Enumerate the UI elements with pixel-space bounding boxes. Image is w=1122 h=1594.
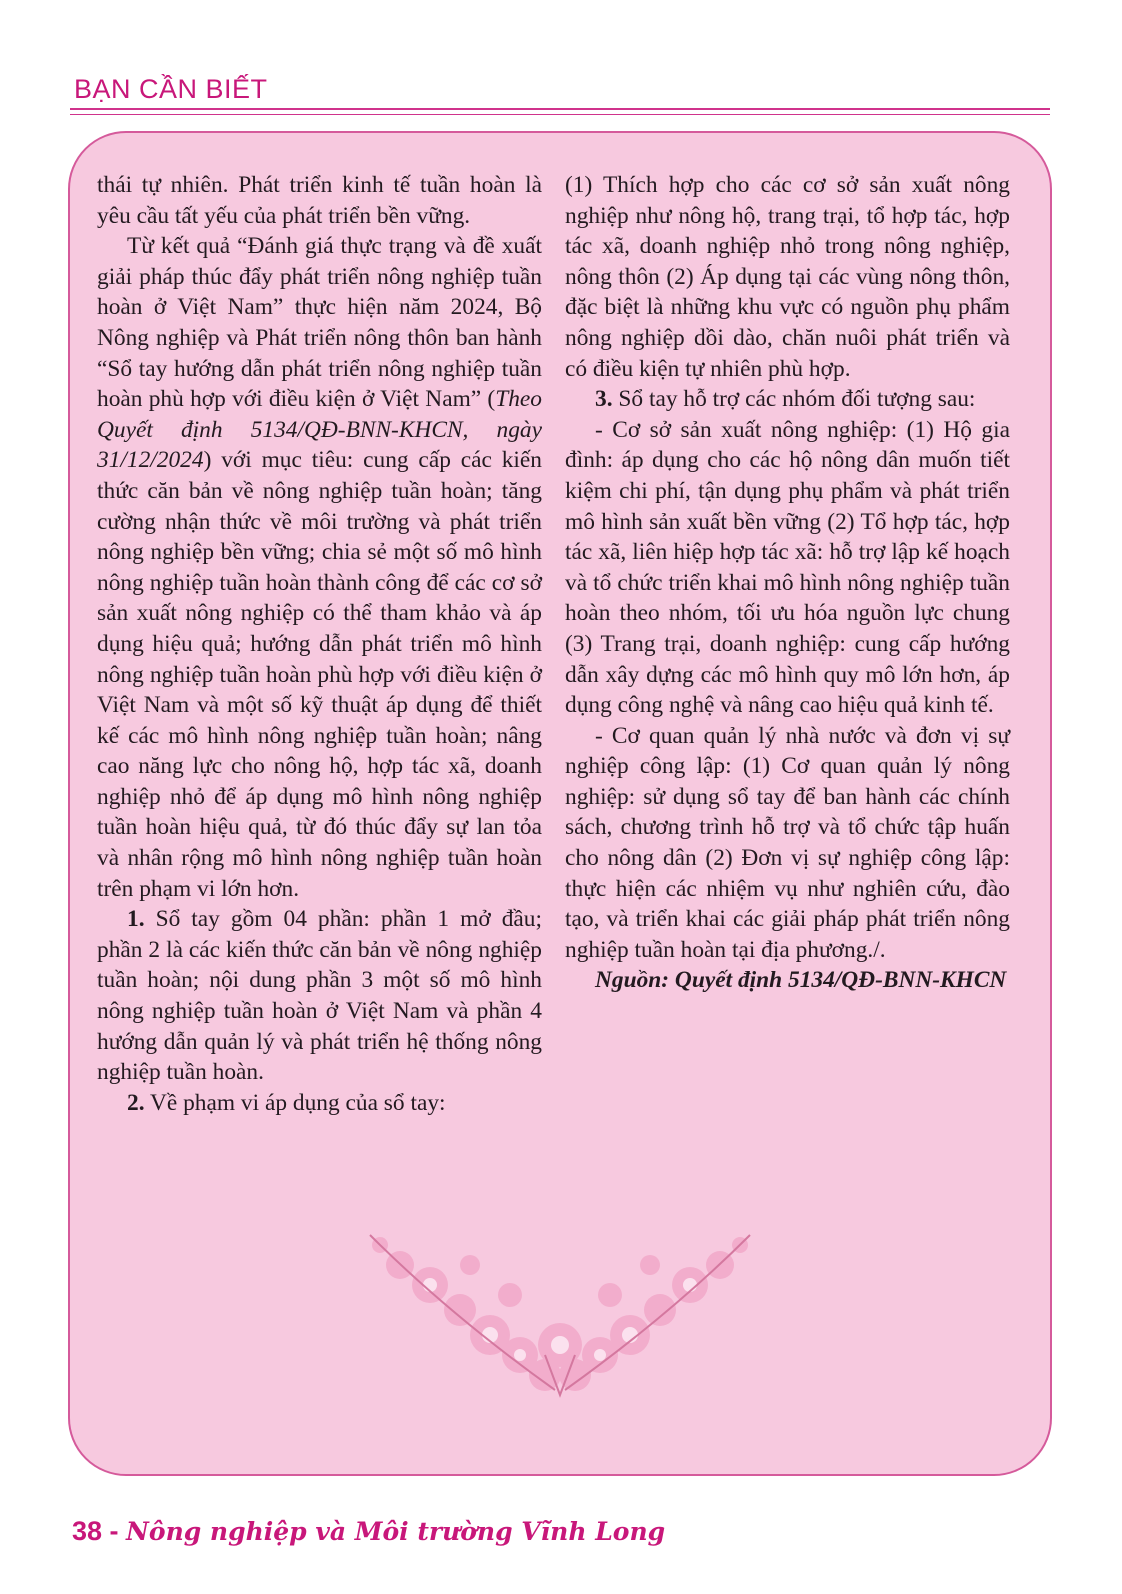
header-rule-thick (70, 108, 1050, 110)
source-citation: Nguồn: Quyết định 5134/QĐ-BNN-KHCN (595, 967, 1007, 994)
paragraph-text: Sổ tay hỗ trợ các nhóm đối tượng sau: (612, 386, 976, 413)
item-number: 1. (127, 906, 145, 933)
paragraph-text: ) với mục tiêu: cung cấp các kiến thức căn bản về nông nghiệp tuần hoàn; tăng cường nhận thức về môi trường và phát triển nông nghiệp bền vững; chia sẻ một số mô hình nông nghiệp tuần hoàn thành công để các cơ sở sản xuất nông nghiệp có thể tham khảo và áp dụng hiệu quả; hướng dẫn phát triển mô hình nông nghiệp tuần hoàn phù hợp với điều kiện ở Việt Nam và một số kỹ thuật áp dụng để thiết kế các mô hình nông nghiệp tuần hoàn; nâng cao năng lực cho nông hộ, hợp tác xã, doanh nghiệp nhỏ để áp dụng mô hình nông nghiệp tuần hoàn hiệu quả, từ đó thúc đẩy sự lan tỏa và nhân rộng mô hình nông nghiệp tuần hoàn trên phạm vi lớn hơn. (97, 447, 542, 902)
paragraph-text: Về phạm vi áp dụng của sổ tay: (144, 1089, 446, 1116)
paragraph-text: Từ kết quả “Đánh giá thực trạng và đề xuất giải pháp thúc đẩy phát triển nông nghiệp tuần hoàn ở Việt Nam” thực hiện năm 2024, Bộ Nông nghiệp và Phát triển nông thôn ban hành “Sổ tay hướng dẫn phát triển nông nghiệp tuần hoàn phù hợp với điều kiện ở Việt Nam” ( (97, 233, 542, 413)
paragraph: - Cơ sở sản xuất nông nghiệp: (1) Hộ gia đình: áp dụng cho các hộ nông dân muốn tiết kiệm chi phí, tận dụng phụ phẩm và phát triển mô hình sản xuất bền vững (2) Tổ hợp tác, hợp tác xã, liên hiệp hợp tác xã: hỗ trợ lập kế hoạch và tổ chức triển khai mô hình nông nghiệp tuần hoàn theo nhóm, tối ưu hóa nguồn lực chung (3) Trang trại, doanh nghiệp: cung cấp hướng dẫn xây dựng các mô hình quy mô lớn hơn, áp dụng công nghệ và nâng cao hiệu quả kinh tế. (565, 416, 1010, 719)
item-number: 3. (595, 386, 613, 413)
paragraph (97, 904, 542, 1088)
paragraph: thái tự nhiên. Phát triển kinh tế tuần hoàn là yêu cầu tất yếu của phát triển bền vững. (97, 172, 542, 229)
paragraph: (1) Thích hợp cho các cơ sở sản xuất nông nghiệp như nông hộ, trang trại, tổ hợp tác, hợp tác xã, doanh nghiệp nhỏ trong nông nghiệp, nông thôn (2) Áp dụng tại các vùng nông thôn, đặc biệt là những khu vực có nguồn phụ phẩm nông nghiệp dồi dào, chăn nuôi phát triển và có điều kiện tự nhiên phù hợp. (565, 172, 1010, 382)
header-rule-thin (70, 114, 1050, 115)
paragraph (97, 1088, 542, 1119)
paragraph (97, 231, 542, 904)
paragraph (565, 384, 1010, 415)
paragraph: - Cơ quan quản lý nhà nước và đơn vị sự nghiệp công lập: (1) Cơ quan quản lý nông nghiệp: sử dụng sổ tay để ban hành các chính sách, chương trình hỗ trợ và tổ chức tập huấn cho nông dân (2) Đơn vị sự nghiệp công lập: thực hiện các nhiệm vụ như nghiên cứu, đào tạo, và triển khai các giải pháp phát triển nông nghiệp tuần hoàn tại địa phương./. (565, 722, 1010, 963)
page-footer (72, 1516, 665, 1547)
section-title: BẠN CẦN BIẾT (74, 74, 268, 104)
paragraph-text: Sổ tay gồm 04 phần: phần 1 mở đầu; phần 2 là các kiến thức căn bản về nông nghiệp tuần hoàn; nội dung phần 3 một số mô hình nông nghiệp tuần hoàn ở Việt Nam và phần 4 hướng dẫn quản lý và phát triển hệ thống nông nghiệp tuần hoàn. (97, 906, 542, 1086)
footer-separator: - (102, 1516, 127, 1546)
right-column (565, 170, 1010, 996)
decision-reference: Theo Quyết định 5134/QĐ-BNN-KHCN, ngày 31/12/2024 (97, 386, 542, 474)
cherry-blossom-ornament-icon (360, 1225, 760, 1405)
item-number: 2. (127, 1089, 145, 1116)
magazine-name: Nông nghiệp và Môi trường Vĩnh Long (126, 1517, 666, 1546)
page-number: 38 (72, 1516, 103, 1546)
left-column (97, 170, 542, 1118)
